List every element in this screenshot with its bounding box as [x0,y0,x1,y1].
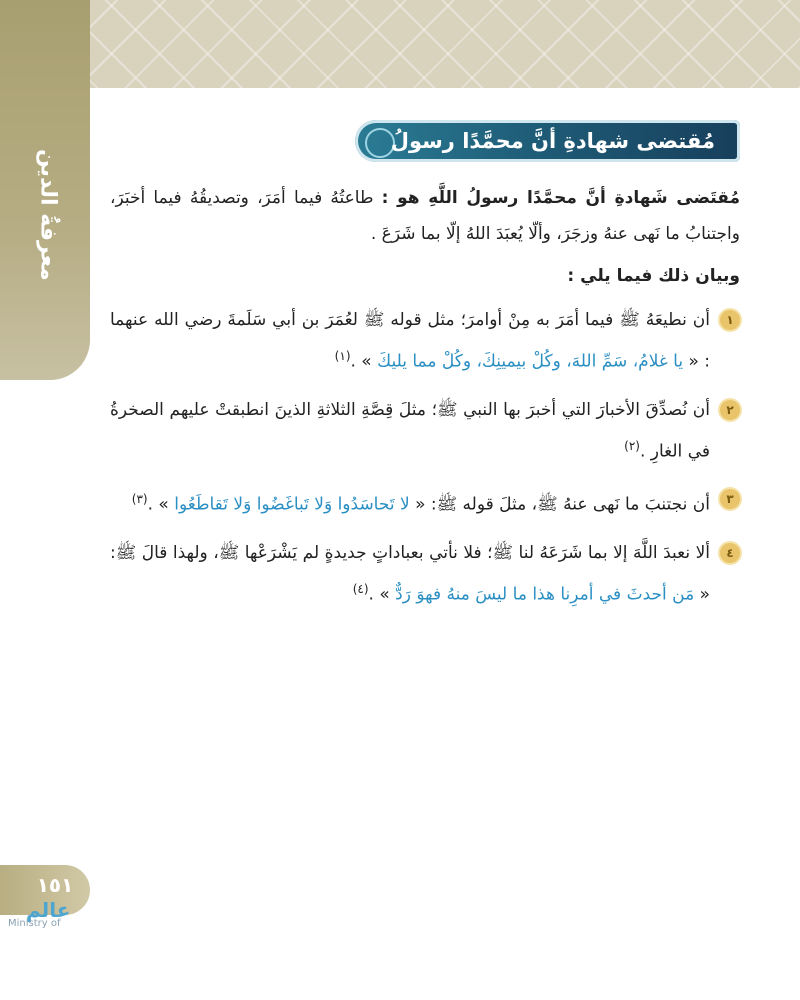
item-number-badge: ٤ [720,543,740,563]
intro-term: مُقتَضى شَهادةِ أنَّ محمَّدًا رسولُ اللَّهِ هو : [381,188,740,208]
footnote-marker: (٣) [131,492,148,507]
page-content [110,180,740,625]
side-section-title: معرفةُ الدين [35,149,61,281]
item-quote-end: » . [147,494,175,515]
intro-text: طاعتُهُ فيما أمَرَ، وتصديقُهُ فيما أخبَرَ، واجتنابُ ما نَهى عنهُ وزجَرَ، وألّا يُعبَدَ اللهُ إلّا بما شَرَعَ . [110,188,740,244]
subheading: وبيان ذلك فيما يلي : [567,266,740,286]
logo-subtitle: Ministry of [8,918,61,929]
footnote-marker: (٤) [352,581,369,596]
list-item-3 [110,481,740,523]
ministry-logo [6,898,90,930]
item-text: أن نُصدِّقَ الأخبارَ التي أخبرَ بها النبي ﷺ؛ مثلَ قِصَّةِ الثلاثةِ الذينَ انطبقتْ عليهم الصخرةُ في الغارِ . [110,399,710,462]
item-quote: يا غلامُ، سَمِّ اللهَ، وكُلْ بيمينِكَ، وكُلْ مما يليكَ [377,351,684,372]
list-item-4 [110,535,740,613]
item-quote: مَن أحدثَ في أمرِنا هذا ما ليسَ منهُ فهوَ رَدٌّ [395,584,695,605]
logo-word: عالم [26,898,71,922]
item-quote-end: » . [350,351,378,372]
item-number-badge: ٢ [720,400,740,420]
item-text: أن نجتنبَ ما نَهى عنهُ ﷺ، مثلَ قوله ﷺ: « [409,494,710,515]
section-title: مُقتضى شهادةِ أنَّ محمَّدًا رسولُ اللَّهِ [390,129,715,195]
item-number-badge: ٣ [720,489,740,509]
list-item-1 [110,302,740,380]
item-quote-end: » . [368,584,396,605]
top-decorative-band [0,0,800,88]
page-number: ١٥١ [36,873,74,897]
item-text: ألا نعبدَ اللَّهَ إلا بما شَرَعَهُ لنا ﷺ؛ فلا نأتي بعباداتٍ جديدةٍ لم يَشْرَعْها ﷺ، ولهذا قالَ ﷺ: « [110,542,710,605]
footnote-marker: (١) [334,349,351,363]
item-number-badge: ١ [720,310,740,330]
item-text: أن نطيعَهُ ﷺ فيما أمَرَ به مِنْ أوامرَ؛ مثل قوله ﷺ لعُمَرَ بن أبي سَلَمةَ رضي الله عنهما : « [110,310,710,372]
footnote-marker: (٢) [624,438,640,453]
item-quote: لا تَحاسَدُوا وَلا تَباغَضُوا وَلا تَقاطَعُوا [174,494,410,515]
intro-paragraph [110,180,740,252]
section-header [355,120,740,195]
list-item-2 [110,392,740,470]
